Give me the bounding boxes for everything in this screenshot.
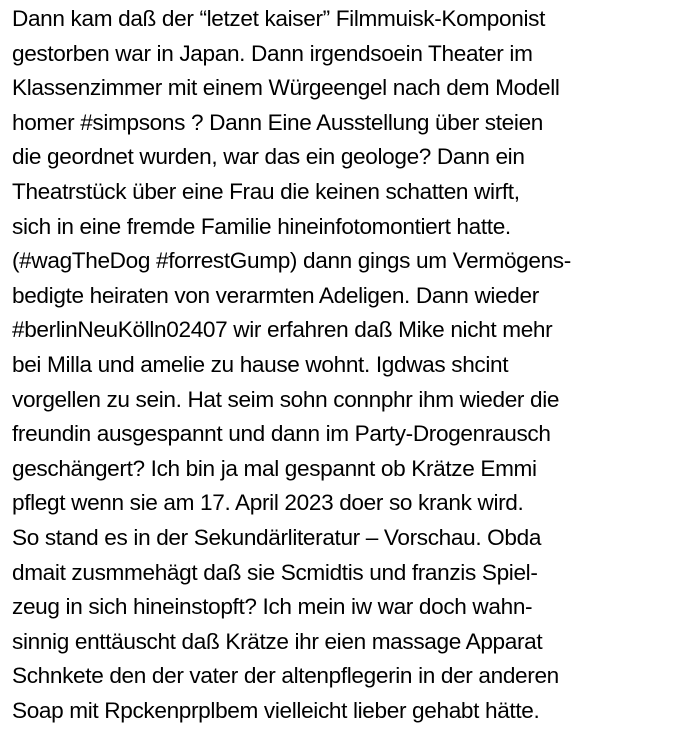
text-line: gestorben war in Japan. Dann irgendsoein Theater im <box>12 40 533 66</box>
text-line: die geordnet wurden, war das ein geologe? Dann ein <box>12 144 525 170</box>
text-line: bedigte heiraten von verarmten Adeligen. Dann wieder <box>12 282 539 308</box>
text-line: sinnig enttäuscht daß Krätze ihr eien massage Apparat <box>12 628 543 654</box>
text-line: dmait zusmmehägt daß sie Scmidtis und franzis Spiel- <box>12 559 538 585</box>
text-line: zeug in sich hineinstopft? Ich mein iw war doch wahn- <box>12 594 533 620</box>
text-line: Dann kam daß der “letzet kaiser” Filmmuisk-Komponist <box>12 6 545 31</box>
text-line: bei Milla und amelie zu hause wohnt. Igdwas shcint <box>12 351 509 377</box>
text-line: Soap mit Rpckenprplbem vielleicht lieber gehabt hätte. <box>12 697 540 723</box>
text-line: Schnkete den der vater der altenpflegerin in der anderen <box>12 663 559 689</box>
text-line: So stand es in der Sekundärliteratur – Vorschau. Obda <box>12 524 542 550</box>
text-line: sich in eine fremde Familie hineinfotomontiert hatte. <box>12 213 511 239</box>
text-line: pflegt wenn sie am 17. April 2023 doer so krank wird. <box>12 490 524 516</box>
text-line: Theatrstück über eine Frau die keinen schatten wirft, <box>12 178 520 204</box>
text-line: vorgellen zu sein. Hat seim sohn connphr ihm wieder die <box>12 386 560 412</box>
text-paragraph <box>12 2 680 728</box>
text-line: (#wagTheDog #forrestGump) dann gings um Vermögens- <box>12 248 571 274</box>
text-line: homer #simpsons ? Dann Eine Ausstellung über steien <box>12 109 543 135</box>
text-line: geschängert? Ich bin ja mal gespannt ob Krätze Emmi <box>12 455 537 481</box>
text-line: Klassenzimmer mit einem Würgeengel nach dem Modell <box>12 75 560 101</box>
text-line: freundin ausgespannt und dann im Party-Drogenrausch <box>12 421 551 447</box>
text-line: #berlinNeuKölln02407 wir erfahren daß Mike nicht mehr <box>12 317 553 343</box>
